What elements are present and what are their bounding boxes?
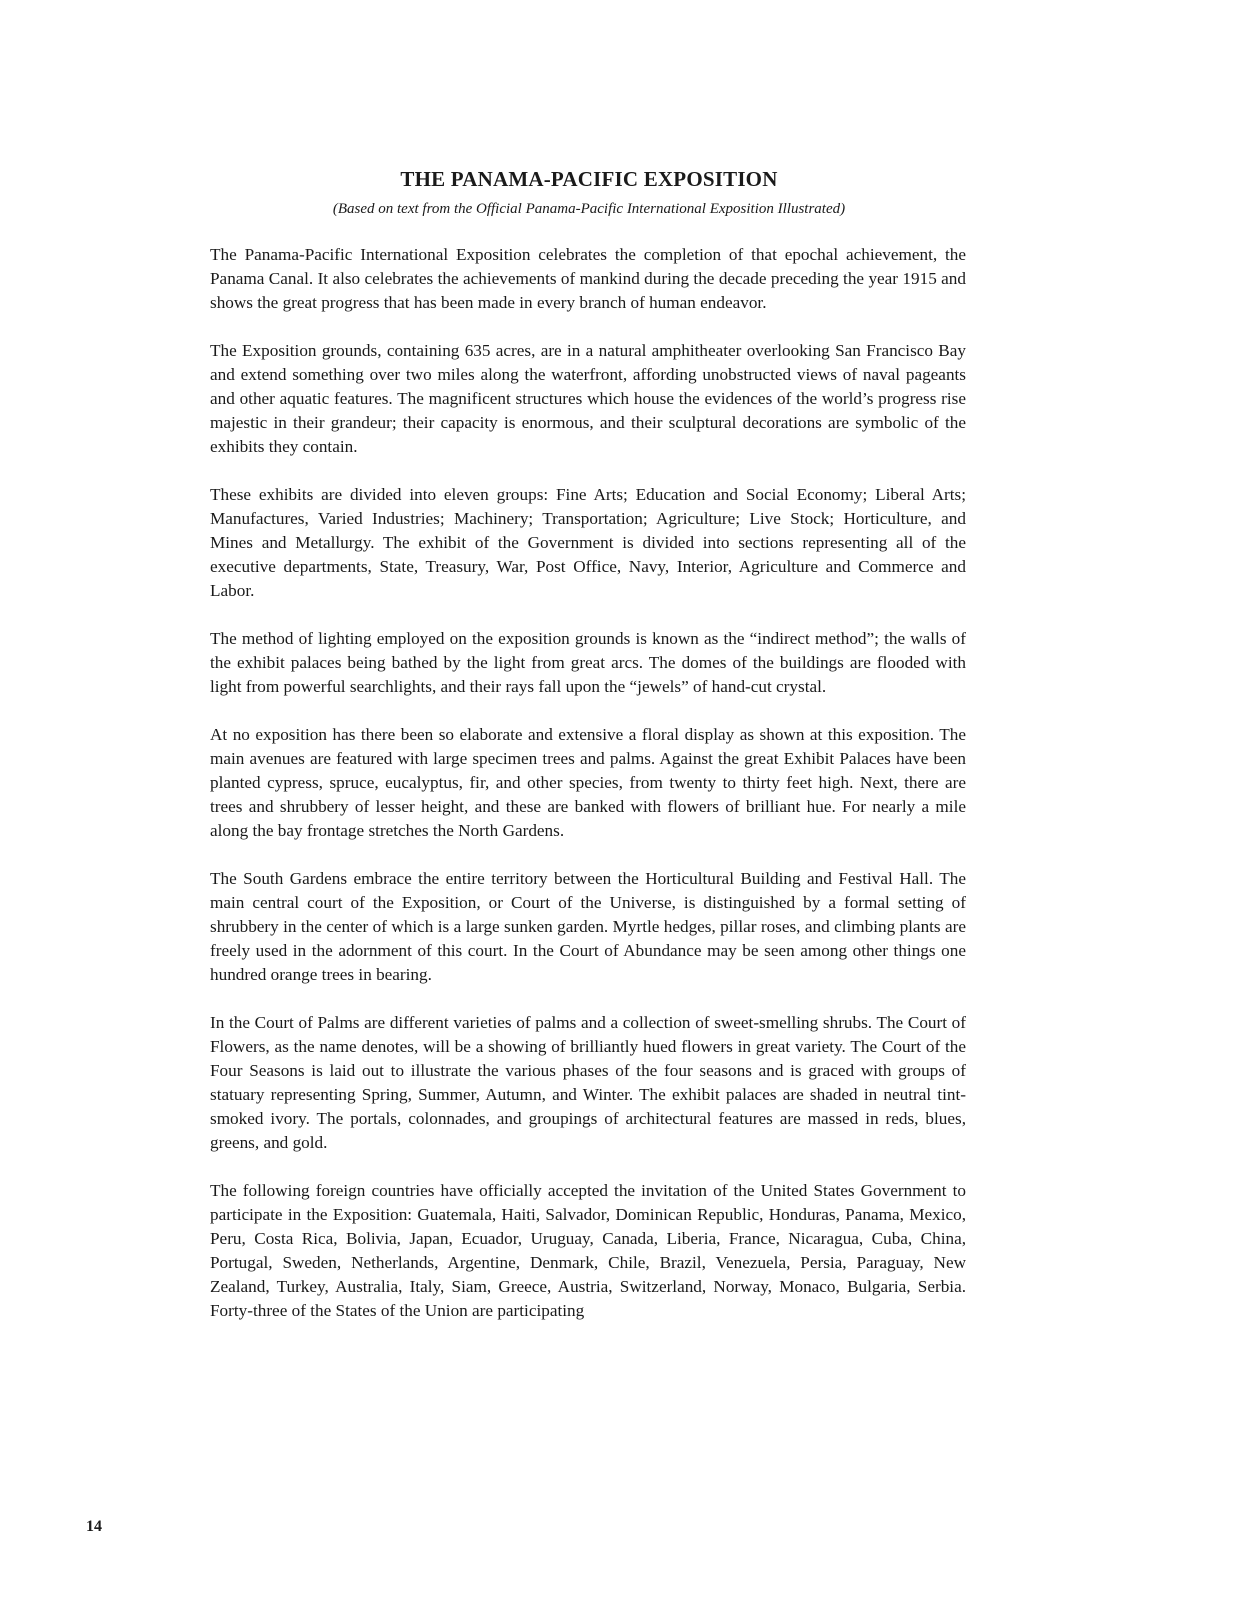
page-title: THE PANAMA-PACIFIC EXPOSITION [400, 167, 778, 191]
paragraph-5: At no exposition has there been so elaborate and extensive a floral display as shown at this exposition. The main avenues are featured with large specimen trees and palms. Against the great Exhibit Palaces have been planted cypress, spruce, eucalyptus, fir, and other species, from twenty to thirty feet high. Next, there are trees and shrubbery of lesser height, and these are banked with flowers of brilliant hue. For nearly a mile along the bay frontage stretches the North Gardens. [210, 725, 966, 840]
paragraph-2: The Exposition grounds, containing 635 acres, are in a natural amphitheater overlooking San Francisco Bay and extend something over two miles along the waterfront, affording unobstructed views of naval pageants and other aquatic features. The magnificent structures which house the evidences of the world’s progress rise majestic in their grandeur; their capacity is enormous, and their sculptural decorations are symbolic of the exhibits they contain. [210, 341, 966, 456]
paragraph-4: The method of lighting employed on the exposition grounds is known as the “indirect method”; the walls of the exhibit palaces being bathed by the light from great arcs. The domes of the buildings are flooded with light from powerful searchlights, and their rays fall upon the “jewels” of hand-cut crystal. [210, 629, 966, 696]
body-text [210, 243, 966, 1347]
page-subtitle: (Based on text from the Official Panama-Pacific International Exposition Illustrated) [332, 201, 846, 217]
paragraph-8: The following foreign countries have officially accepted the invitation of the United States Government to participate in the Exposition: Guatemala, Haiti, Salvador, Dominican Republic, Honduras, Panama, Mexico, Peru, Costa Rica, Bolivia, Japan, Ecuador, Uruguay, Canada, Liberia, France, Nicaragua, Cuba, China, Portugal, Sweden, Netherlands, Argentine, Denmark, Chile, Brazil, Venezuela, Persia, Paraguay, New Zealand, Turkey, Australia, Italy, Siam, Greece, Austria, Switzerland, Norway, Monaco, Bulgaria, Serbia. Forty-three of the States of the Union are participating [210, 1181, 966, 1320]
paragraph-6: The South Gardens embrace the entire territory between the Horticultural Building and Festival Hall. The main central court of the Exposition, or Court of the Universe, is distinguished by a formal setting of shrubbery in the center of which is a large sunken garden. Myrtle hedges, pillar roses, and climbing plants are freely used in the adornment of this court. In the Court of Abundance may be seen among other things one hundred orange trees in bearing. [210, 869, 966, 984]
paragraph-7: In the Court of Palms are different varieties of palms and a collection of sweet-smelling shrubs. The Court of Flowers, as the name denotes, will be a showing of brilliantly hued flowers in great variety. The Court of the Four Seasons is laid out to illustrate the various phases of the four seasons and is graced with groups of statuary representing Spring, Summer, Autumn, and Winter. The exhibit palaces are shaded in neutral tint-smoked ivory. The portals, colonnades, and groupings of architectural features are massed in reds, blues, greens, and gold. [210, 1013, 966, 1152]
paragraph-1: The Panama-Pacific International Exposition celebrates the completion of that epochal achievement, the Panama Canal. It also celebrates the achievements of mankind during the decade preceding the year 1915 and shows the great progress that has been made in every branch of human endeavor. [210, 245, 966, 312]
page-number: 14 [86, 1518, 102, 1535]
paragraph-3: These exhibits are divided into eleven groups: Fine Arts; Education and Social Economy; Liberal Arts; Manufactures, Varied Industries; Machinery; Transportation; Agriculture; Live Stock; Horticulture, and Mines and Metallurgy. The exhibit of the Government is divided into sections representing all of the executive departments, State, Treasury, War, Post Office, Navy, Interior, Agriculture and Commerce and Labor. [210, 485, 966, 600]
